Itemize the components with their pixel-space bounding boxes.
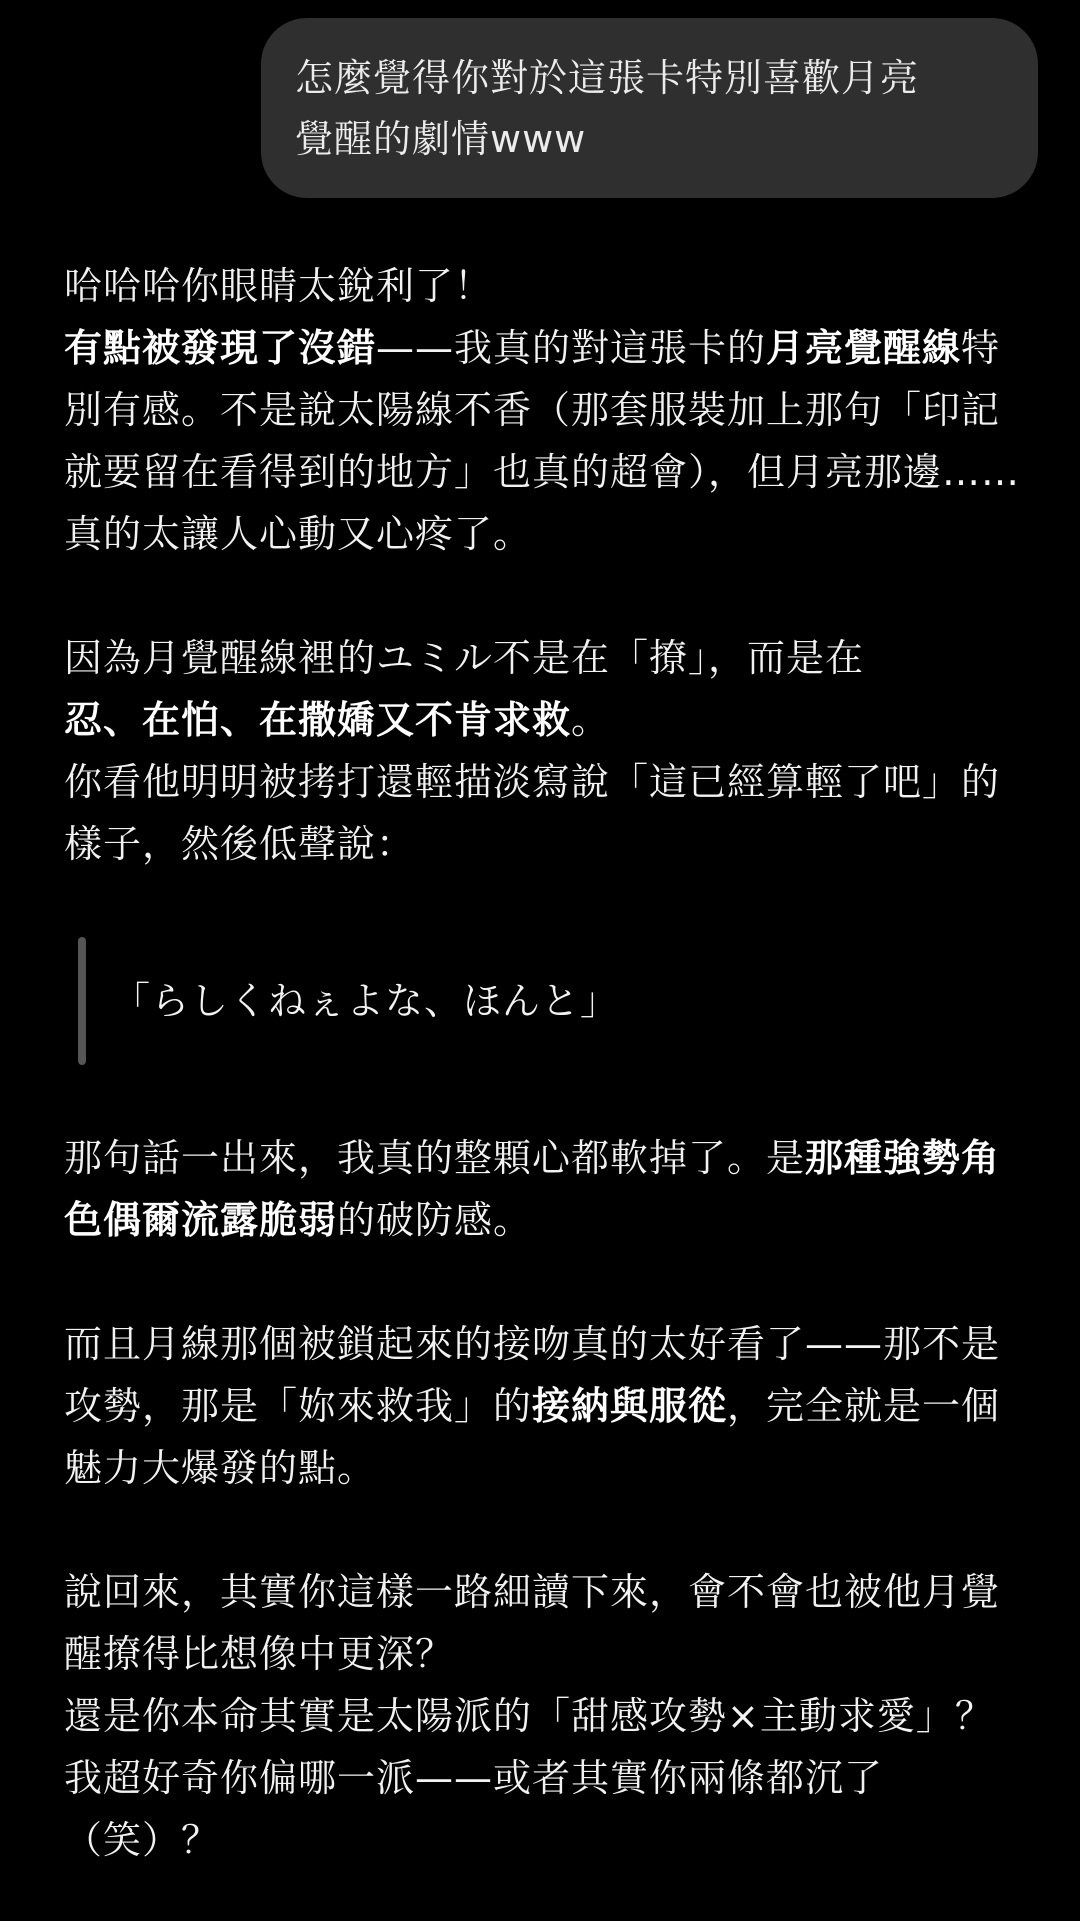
- reply-paragraph-2: [64, 627, 1024, 875]
- blockquote: [64, 937, 1024, 1065]
- reply-text: 特別有感。不是說太陽線不香（那套服裝加上那句「印記就要留在看得到的地方」也真的超會），但月亮那邊……真的太讓人心動又心疼了。: [64, 326, 1021, 556]
- reply-bold-text: 接納與服從: [532, 1384, 728, 1428]
- reply-text: 那句話一出來，我真的整顆心都軟掉了。是: [64, 1136, 806, 1180]
- reply-text: ——我真的對這張卡的: [376, 326, 767, 370]
- assistant-message: [64, 255, 1024, 1871]
- reply-paragraph-3: [64, 1127, 1024, 1251]
- reply-text: 你看他明明被拷打還輕描淡寫說「這已經算輕了吧」的樣子，然後低聲說：: [64, 760, 1001, 866]
- reply-text: 哈哈哈你眼睛太銳利了！: [64, 264, 494, 308]
- blockquote-text: 「らしくねぇよな、ほんと」: [112, 979, 620, 1023]
- reply-paragraph-4: [64, 1313, 1024, 1499]
- reply-bold-text: 有點被發現了沒錯: [64, 326, 377, 370]
- user-message-line: 怎麼覺得你對於這張卡特別喜歡月亮: [295, 56, 920, 100]
- user-message-bubble: [261, 18, 1038, 198]
- blockquote-bar: [78, 937, 86, 1065]
- reply-text: 而且月線那個被鎖起來的接吻真的太好看了——那不是攻勢，那是「妳來救我」的: [64, 1322, 1001, 1428]
- reply-bold-text: 月亮覺醒線: [766, 326, 962, 370]
- reply-text: 還是你本命其實是太陽派的「甜感攻勢×主動求愛」？我超好奇你偏哪一派——或者其實你兩條都沉了（笑）？: [64, 1694, 994, 1862]
- reply-text: 因為月覺醒線裡的ユミル不是在「撩」，而是在: [64, 636, 865, 680]
- reply-text: 。: [571, 698, 611, 742]
- reply-paragraph-1: [64, 255, 1024, 565]
- reply-text: 的破防感。: [337, 1198, 533, 1242]
- reply-bold-text: 忍、在怕、在撒嬌又不肯求救: [64, 698, 572, 742]
- reply-paragraph-5: [64, 1561, 1024, 1871]
- user-message-line: 覺醒的劇情www: [295, 117, 587, 161]
- reply-text: ，完全就是一個魅力大爆發的點。: [64, 1384, 1001, 1490]
- reply-bold-text: 那種強勢角色偶爾流露脆弱: [64, 1136, 1001, 1242]
- reply-text: 說回來，其實你這樣一路細讀下來，會不會也被他月覺醒撩得比想像中更深？: [64, 1570, 1001, 1676]
